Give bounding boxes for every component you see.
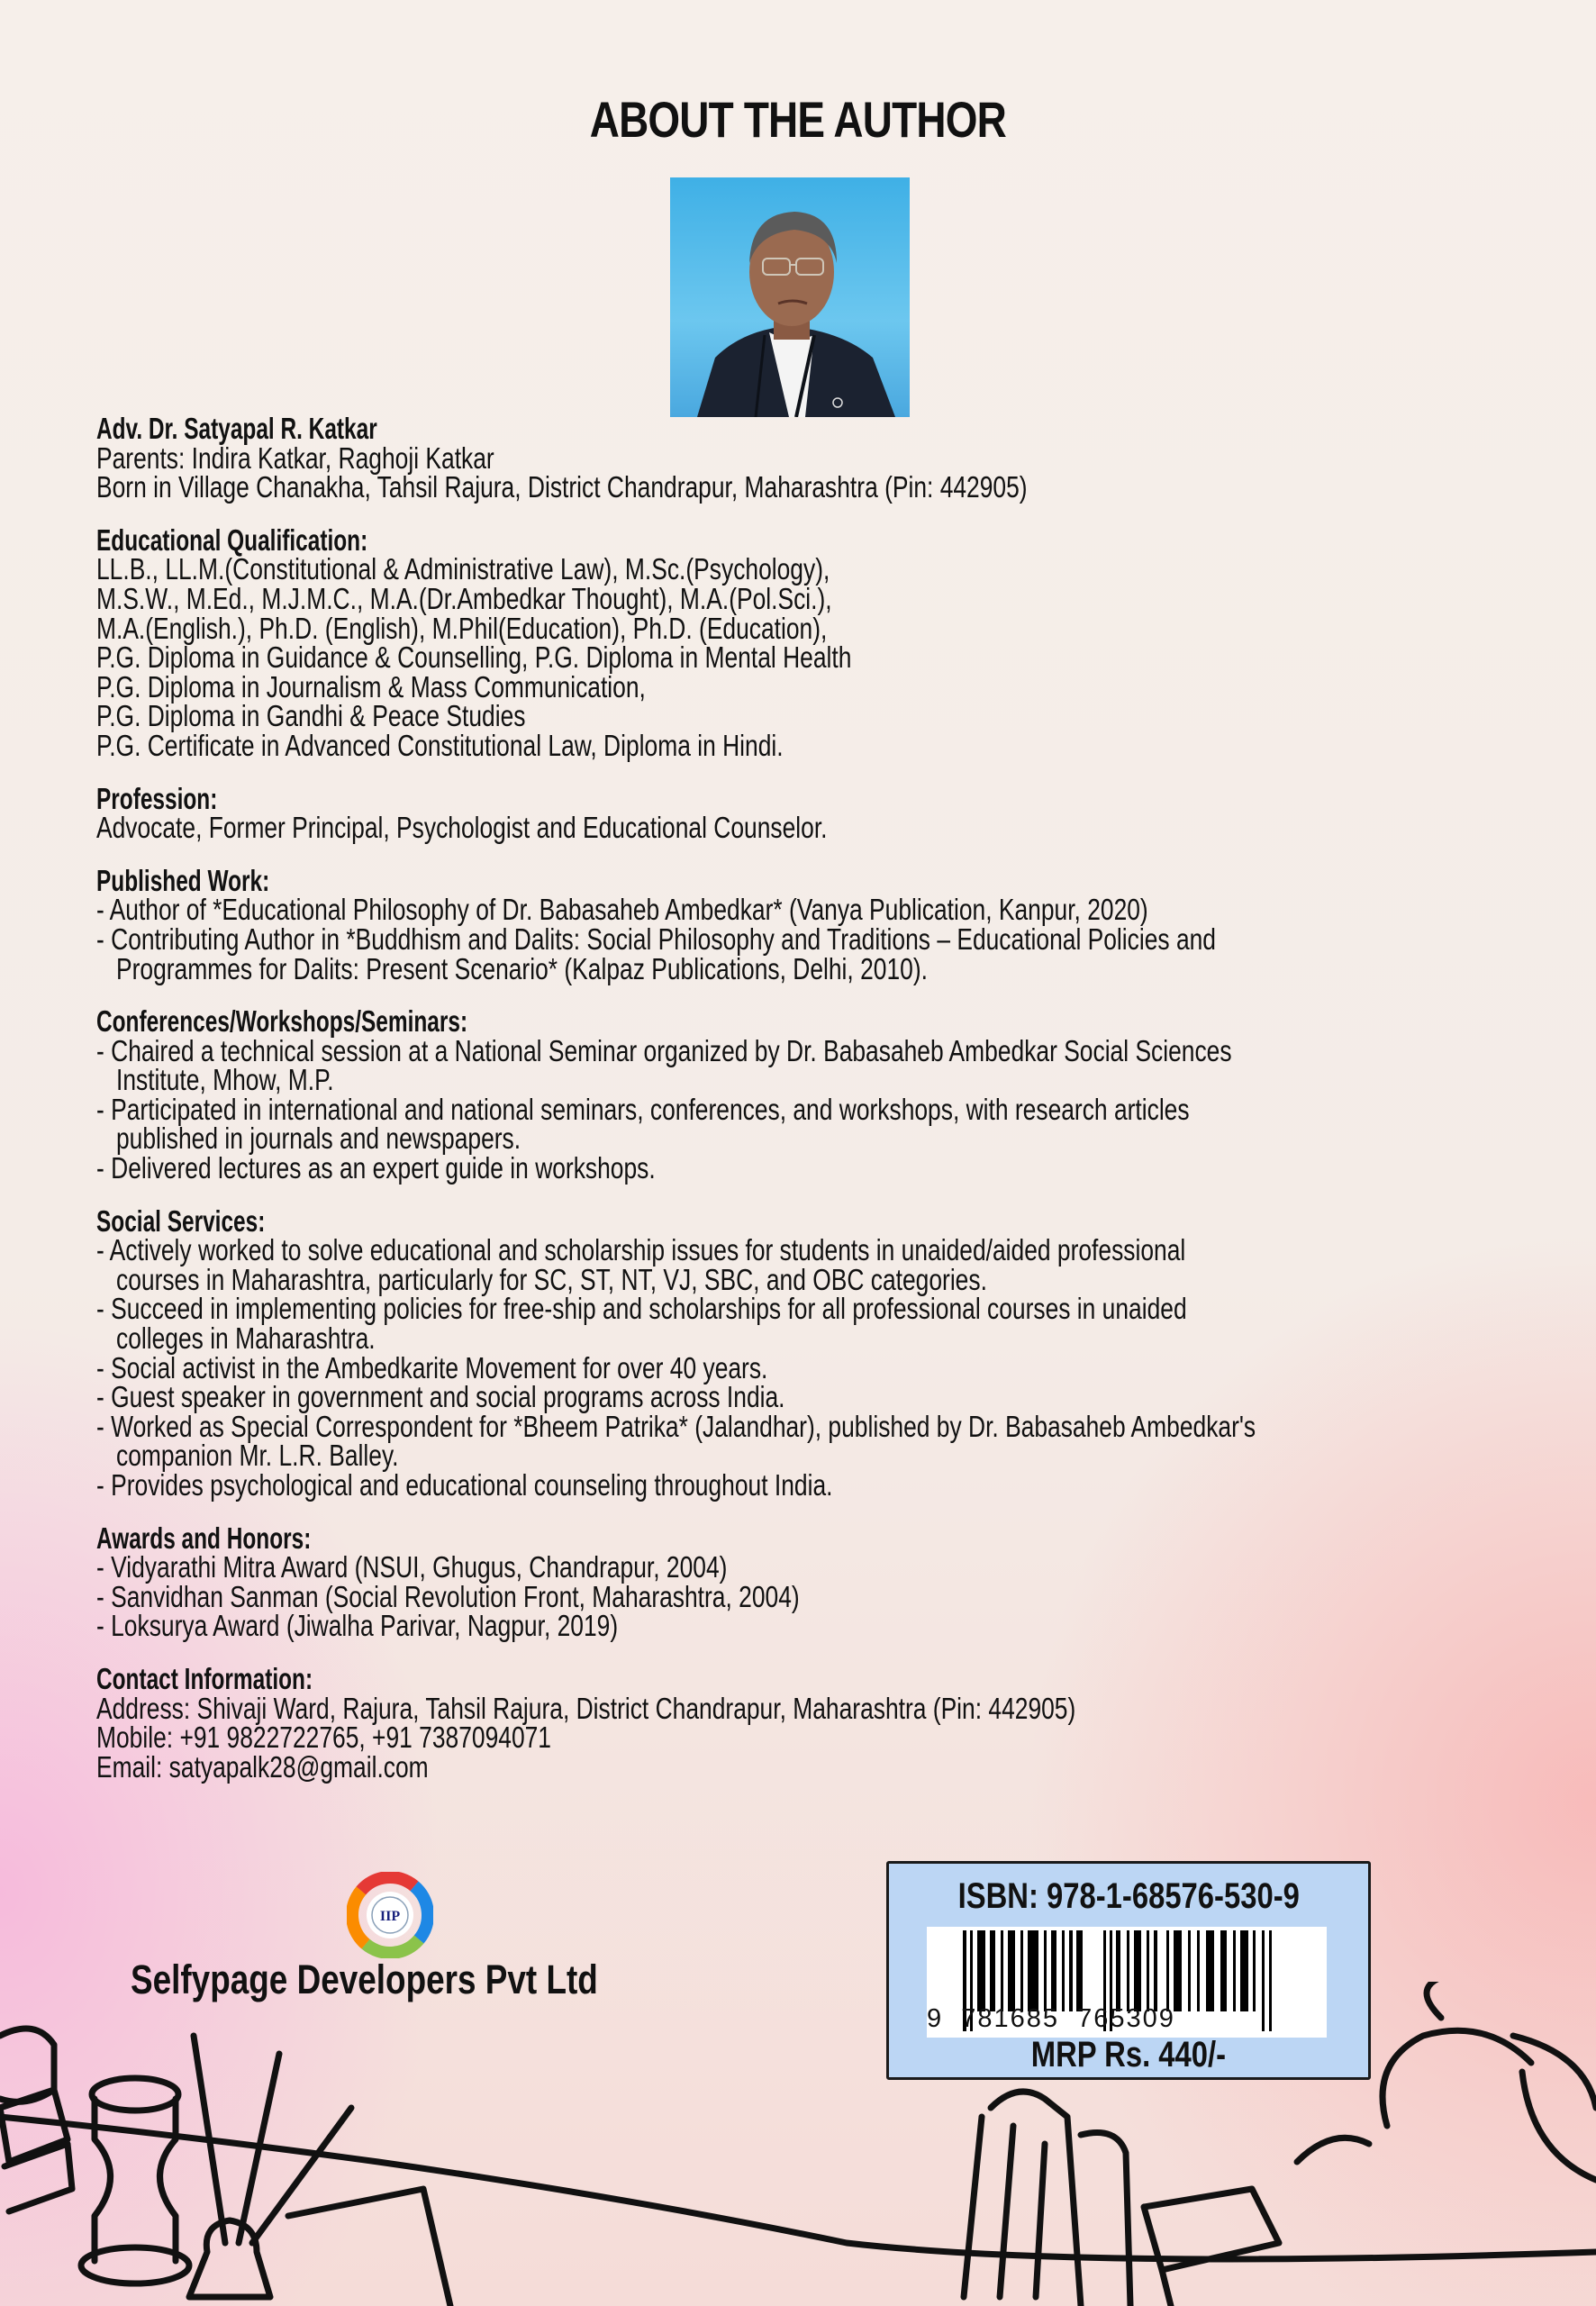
education-line <box>96 669 1537 704</box>
author-parents <box>96 440 1537 475</box>
education-line <box>96 699 1537 733</box>
education-heading <box>96 522 1537 557</box>
social-line <box>96 1350 1537 1385</box>
spacer <box>96 1641 1537 1665</box>
social-line-text: - Actively worked to solve educational and scholarship issues for students in unaided/aided professional <box>96 1233 1186 1267</box>
published-line-text: Programmes for Dalits: Present Scenario* (Kalpaz Publications, Delhi, 2010). <box>116 951 928 985</box>
publisher-logo-icon <box>347 1872 433 1958</box>
price-text: MRP Rs. 440/- <box>1030 2035 1227 2074</box>
conferences-heading-text: Conferences/Workshops/Seminars: <box>96 1004 468 1039</box>
author-parents-text: Parents: Indira Katkar, Raghoji Katkar <box>96 440 494 475</box>
conferences-line-text: published in journals and newspapers. <box>116 1121 521 1156</box>
author-birthplace-text: Born in Village Chanakha, Tahsil Rajura, District Chandrapur, Maharashtra (Pin: 442905) <box>96 470 1028 504</box>
social-line <box>96 1294 1537 1324</box>
awards-heading <box>96 1521 1537 1555</box>
published-line <box>96 895 1537 925</box>
author-name <box>96 414 1537 444</box>
contact-address-text: Address: Shivaji Ward, Rajura, Tahsil Rajura, District Chandrapur, Maharashtra (Pin: 442905) <box>96 1691 1076 1725</box>
conferences-line-text: - Participated in international and national seminars, conferences, and workshops, with research articles <box>96 1092 1190 1126</box>
barcode <box>927 1927 1327 2038</box>
isbn-label <box>889 1876 1368 1917</box>
social-line <box>96 1380 1537 1414</box>
social-line <box>96 1441 1537 1471</box>
education-line-text: P.G. Diploma in Journalism & Mass Communication, <box>96 669 646 704</box>
contact-mobile <box>96 1720 1537 1755</box>
awards-line <box>96 1550 1537 1584</box>
education-line <box>96 728 1537 762</box>
profession-heading <box>96 781 1537 815</box>
awards-line <box>96 1611 1537 1641</box>
education-line-text: LL.B., LL.M.(Constitutional & Administrative Law), M.Sc.(Psychology), <box>96 552 830 586</box>
published-line-text: - Author of *Educational Philosophy of Dr. Babasaheb Ambedkar* (Vanya Publication, Kanpur, 2020) <box>96 893 1148 927</box>
contact-email-text: Email: satyapalk28@gmail.com <box>96 1749 429 1784</box>
isbn-text: ISBN: 978-1-68576-530-9 <box>957 1876 1300 1916</box>
education-line <box>96 640 1537 675</box>
contact-mobile-text: Mobile: +91 9822722765, +91 7387094071 <box>96 1720 551 1755</box>
conferences-heading <box>96 1004 1537 1039</box>
education-line-text: P.G. Certificate in Advanced Constitutional Law, Diploma in Hindi. <box>96 728 784 762</box>
publisher-name-text: Selfypage Developers Pvt Ltd <box>131 1956 598 2002</box>
spacer <box>96 843 1537 867</box>
social-line <box>96 1233 1537 1267</box>
conferences-line-text: - Chaired a technical session at a National Seminar organized by Dr. Babasaheb Ambedkar Social Sciences <box>96 1033 1232 1067</box>
social-line <box>96 1468 1537 1502</box>
contact-address <box>96 1691 1537 1725</box>
education-line <box>96 581 1537 615</box>
social-line <box>96 1262 1537 1296</box>
social-line-text: - Social activist in the Ambedkarite Movement for over 40 years. <box>96 1350 768 1385</box>
spacer <box>96 1184 1537 1207</box>
published-heading-text: Published Work: <box>96 863 270 897</box>
contact-email <box>96 1749 1537 1784</box>
awards-line-text: - Vidyarathi Mitra Award (NSUI, Ghugus, Chandrapur, 2004) <box>96 1550 728 1584</box>
page-title-text: ABOUT THE AUTHOR <box>589 91 1007 148</box>
conferences-line <box>96 1092 1537 1126</box>
profession-heading-text: Profession: <box>96 781 218 815</box>
barcode-digits-text: 9 781685 765309 <box>927 2004 1175 2033</box>
profession-line-text: Advocate, Former Principal, Psychologist and Educational Counselor. <box>96 811 828 845</box>
social-heading-text: Social Services: <box>96 1203 266 1238</box>
contact-heading <box>96 1661 1537 1695</box>
barcode-digits <box>927 2004 1327 2034</box>
publisher-name <box>131 1956 701 2003</box>
contact-heading-text: Contact Information: <box>96 1661 313 1695</box>
awards-heading-text: Awards and Honors: <box>96 1521 312 1555</box>
published-line <box>96 921 1537 956</box>
spacer <box>96 1501 1537 1524</box>
social-line-text: companion Mr. L.R. Balley. <box>116 1439 399 1473</box>
conferences-line <box>96 1151 1537 1185</box>
social-line <box>96 1409 1537 1443</box>
social-line-text: - Succeed in implementing policies for free-ship and scholarships for all professional courses in unaided <box>96 1292 1187 1326</box>
social-line-text: - Provides psychological and educational counseling throughout India. <box>96 1468 833 1502</box>
awards-line <box>96 1579 1537 1613</box>
isbn-price-box <box>886 1861 1371 2080</box>
conferences-line <box>96 1033 1537 1067</box>
author-portrait-icon <box>670 177 910 417</box>
author-birthplace <box>96 470 1537 504</box>
education-line-text: P.G. Diploma in Gandhi & Peace Studies <box>96 699 526 733</box>
conferences-line <box>96 1121 1537 1156</box>
published-line-text: - Contributing Author in *Buddhism and Dalits: Social Philosophy and Traditions – Educational Policies and <box>96 921 1216 956</box>
conferences-line <box>96 1063 1537 1097</box>
social-line <box>96 1321 1537 1356</box>
social-line-text: courses in Maharashtra, particularly for SC, ST, NT, VJ, SBC, and OBC categories. <box>116 1262 987 1296</box>
awards-line-text: - Sanvidhan Sanman (Social Revolution Front, Maharashtra, 2004) <box>96 1579 800 1613</box>
education-line <box>96 552 1537 586</box>
education-line-text: P.G. Diploma in Guidance & Counselling, P.G. Diploma in Mental Health <box>96 640 852 675</box>
education-line <box>96 611 1537 645</box>
author-name-text: Adv. Dr. Satyapal R. Katkar <box>96 412 377 445</box>
author-bio <box>96 414 1537 1782</box>
conferences-line-text: - Delivered lectures as an expert guide in workshops. <box>96 1151 656 1185</box>
awards-line-text: - Loksurya Award (Jiwalha Parivar, Nagpur, 2019) <box>96 1609 619 1643</box>
price-label <box>889 2035 1368 2075</box>
spacer <box>96 761 1537 785</box>
published-heading <box>96 863 1537 897</box>
conferences-line-text: Institute, Mhow, M.P. <box>116 1063 334 1097</box>
education-heading-text: Educational Qualification: <box>96 522 368 557</box>
education-line-text: M.A.(English.), Ph.D. (English), M.Phil(Education), Ph.D. (Education), <box>96 611 828 645</box>
social-line-text: - Guest speaker in government and social programs across India. <box>96 1380 785 1414</box>
social-line-text: - Worked as Special Correspondent for *Bheem Patrika* (Jalandhar), published by Dr. Babasaheb Ambedkar's <box>96 1409 1256 1443</box>
author-photo <box>670 177 910 417</box>
page-title <box>0 90 1596 149</box>
profession-line <box>96 813 1537 843</box>
education-line-text: M.S.W., M.Ed., M.J.M.C., M.A.(Dr.Ambedkar Thought), M.A.(Pol.Sci.), <box>96 581 832 615</box>
social-line-text: colleges in Maharashtra. <box>116 1321 376 1356</box>
social-heading <box>96 1203 1537 1238</box>
published-line <box>96 951 1537 985</box>
publisher-logo-text: IIP <box>379 1909 401 1924</box>
